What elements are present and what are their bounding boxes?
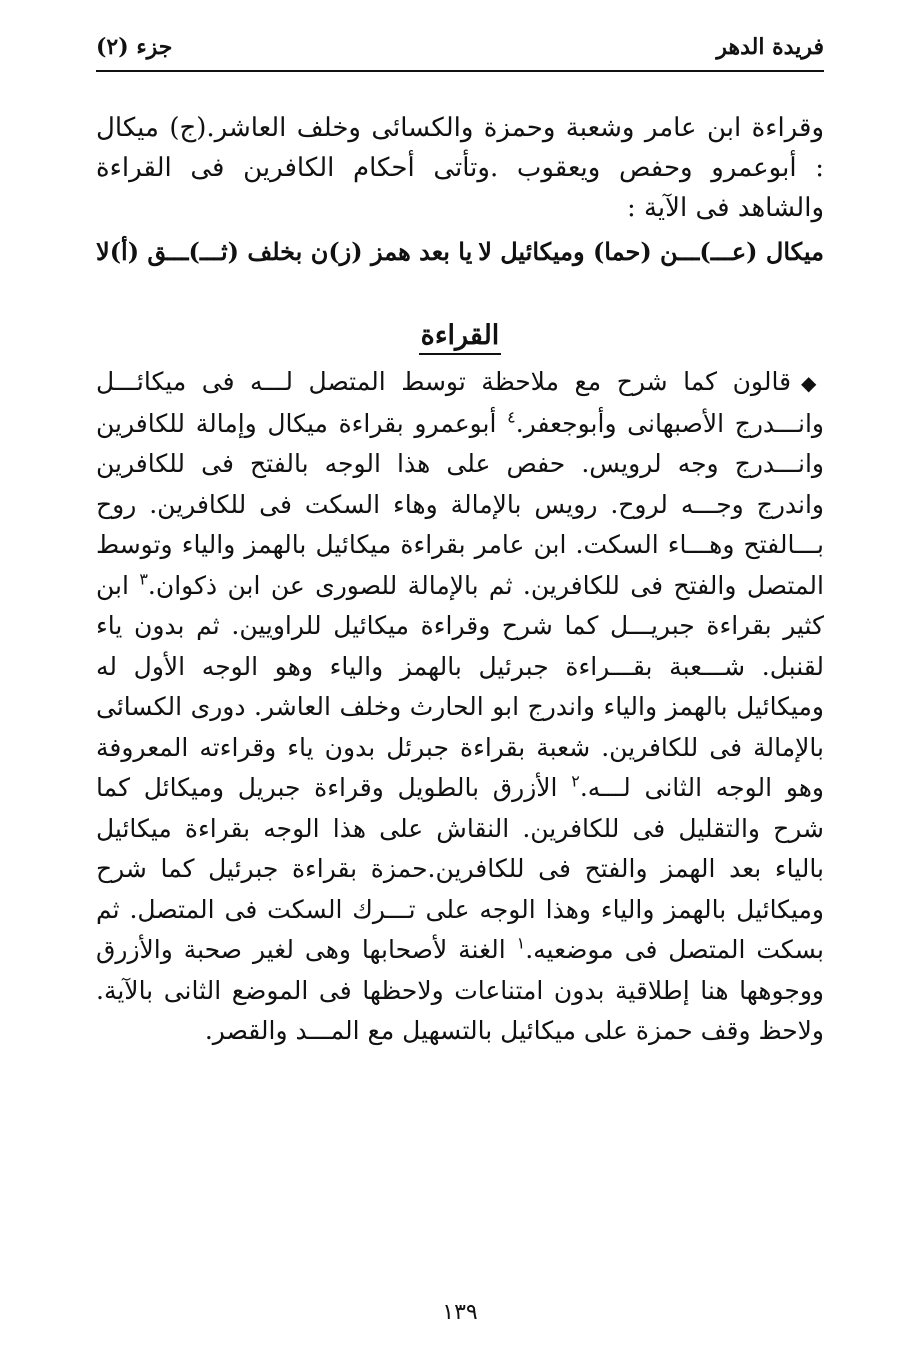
text-segment: قالون كما شرح مع ملاحظة توسط المتصل لـــه فى ميكائـــل وانـــدرج الأصبهانى وأبوجعفر. xyxy=(96,367,825,438)
page-content xyxy=(96,108,824,1052)
book-title: فريدة الدهر xyxy=(716,34,824,60)
text-segment: أبوعمرو بقراءة ميكال وإمالة للكافرين وانـــدرج وجه لرويس. حفص على هذا الوجه بالفتح فى للكافرين واندرج وجـــه لروح. رويس بالإمالة وهاء السكت فى للكافرين. روح بـــالفتح وهـــاء السكت. ابن عامر بقراءة ميكائيل بالهمز والياء وتوسط المتصل والفتح فى للكافرين. ثم بالإمالة للصورى عن ابن ذكوان. xyxy=(96,408,824,600)
diamond-bullet-icon: ◆ xyxy=(801,371,824,395)
intro-block xyxy=(96,108,824,272)
intro-paragraph: وقراءة ابن عامر وشعبة وحمزة والكسائى وخلف العاشر.(ج) ميكال : أبوعمرو وحفص ويعقوب .وتأتى أحكام الكافرين فى القراءة والشاهد فى الآية : xyxy=(96,113,824,223)
footnote-ref: ٢ xyxy=(571,771,580,791)
part-label: جزء (٢) xyxy=(96,34,173,60)
verse-second-hemistich: يا بعد همز (ز)ن بخلف (ثـــ)ـــق (أ)لا xyxy=(96,237,473,266)
text-segment: الغنة لأصحابها وهى لغير صحبة والأزرق ووجوهها هنا إطلاقية بدون امتناعات ولاحظها فى الموضع الثانى بالآية. ولاحظ وقف حمزة على ميكائيل بالتسهيل مع المـــد والقصر. xyxy=(96,935,824,1045)
page-header xyxy=(96,28,824,72)
page-number: ١٣٩ xyxy=(442,1300,478,1325)
poetry-verse xyxy=(96,232,824,272)
section-title: القراءة xyxy=(419,320,502,355)
footnote-ref: ٣ xyxy=(139,569,148,589)
text-segment: ابن كثير بقراءة جبريـــل كما شرح وقراءة ميكائيل للراويين. ثم بدون ياء لقنبل. شـــعبة بقـــراءة جبرئيل بالهمز والياء وهو الوجه الأول له وميكائيل بالهمز والياء واندرج ابو الحارث وخلف العاشر. دورى الكسائى بالإمالة فى للكافرين. شعبة بقراءة جبرئل بدون ياء وقراءته المعروفة وهو الوجه الثانى لـــه. xyxy=(96,570,825,802)
readings-paragraph xyxy=(96,362,824,1052)
section-heading xyxy=(96,316,824,356)
footnote-ref: ١ xyxy=(516,933,526,953)
footnote-ref: ٤ xyxy=(507,407,516,427)
verse-first-hemistich: ميكال (عـــ)ـــن (حما) وميكائيل لا xyxy=(478,237,824,266)
text-segment: الأزرق بالطويل وقراءة جبريل وميكائل كما شرح والتقليل فى للكافرين. النقاش على هذا الوجه بقراءة ميكائيل بالياء بعد الهمز والفتح فى للكافرين.حمزة بقراءة جبرئيل كما شرح وميكائيل بالهمز والياء وهذا الوجه على تـــرك السكت فى المتصل. ثم بسكت المتصل فى موضعيه. xyxy=(96,773,824,964)
